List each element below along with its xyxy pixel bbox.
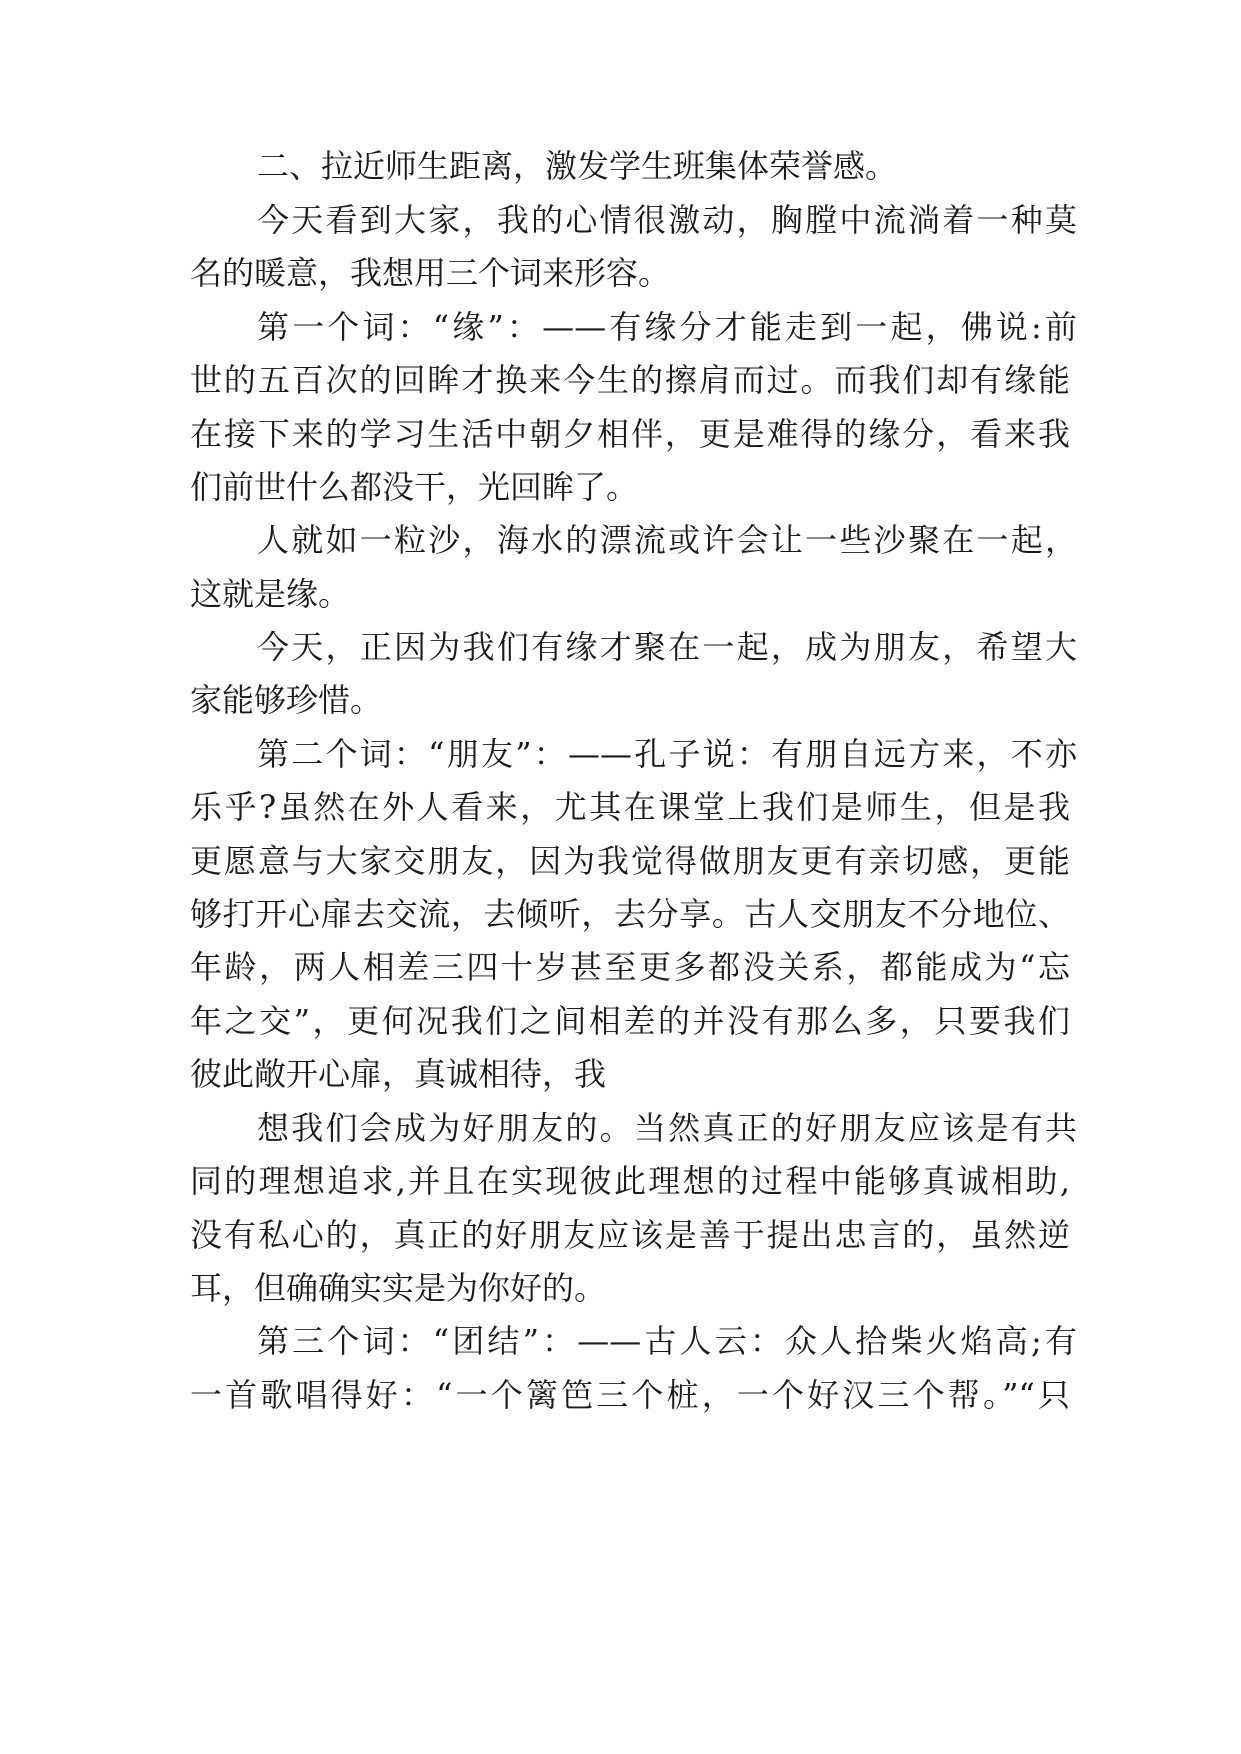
paragraph-line: 够打开心扉去交流，去倾听，去分享。古人交朋友不分地位、 bbox=[190, 895, 1070, 933]
paragraph-line: 第三个词：“团结”：——古人云：众人拾柴火焰高;有 bbox=[257, 1322, 1077, 1360]
paragraph-line: 乐乎?虽然在外人看来，尤其在课堂上我们是师生，但是我 bbox=[190, 788, 1070, 826]
paragraph-line: 今天看到大家，我的心情很激动，胸膛中流淌着一种莫 bbox=[257, 201, 1077, 239]
paragraph-line: 今天，正因为我们有缘才聚在一起，成为朋友，希望大 bbox=[257, 628, 1077, 666]
paragraph-line: 家能够珍惜。 bbox=[190, 681, 383, 719]
paragraph-line: 第二个词：“朋友”：——孔子说：有朋自远方来，不亦 bbox=[257, 735, 1077, 773]
section-heading: 二、拉近师生距离，激发学生班集体荣誉感。 bbox=[257, 147, 898, 185]
paragraph-line: 耳，但确确实实是为你好的。 bbox=[190, 1269, 607, 1307]
paragraph-line: 这就是缘。 bbox=[190, 575, 351, 613]
paragraph-line: 年之交”，更何况我们之间相差的并没有那么多，只要我们 bbox=[190, 1002, 1070, 1040]
paragraph-line: 想我们会成为好朋友的。当然真正的好朋友应该是有共 bbox=[257, 1109, 1077, 1147]
paragraph-line: 在接下来的学习生活中朝夕相伴，更是难得的缘分，看来我 bbox=[190, 415, 1070, 453]
paragraph-line: 名的暖意，我想用三个词来形容。 bbox=[190, 254, 671, 292]
paragraph-line: 一首歌唱得好：“一个篱笆三个桩，一个好汉三个帮。”“只 bbox=[190, 1376, 1070, 1414]
paragraph-line: 年龄，两人相差三四十岁甚至更多都没关系，都能成为“忘 bbox=[190, 948, 1070, 986]
paragraph-line: 们前世什么都没干，光回眸了。 bbox=[190, 468, 639, 506]
paragraph-line: 世的五百次的回眸才换来今生的擦肩而过。而我们却有缘能 bbox=[190, 361, 1070, 399]
paragraph-line: 同的理想追求,并且在实现彼此理想的过程中能够真诚相助, bbox=[190, 1162, 1070, 1200]
paragraph-line: 没有私心的，真正的好朋友应该是善于提出忠言的，虽然逆 bbox=[190, 1216, 1070, 1254]
paragraph-line: 第一个词：“缘”：——有缘分才能走到一起，佛说:前 bbox=[257, 308, 1077, 346]
paragraph-line: 人就如一粒沙，海水的漂流或许会让一些沙聚在一起， bbox=[257, 521, 1077, 559]
paragraph-line: 更愿意与大家交朋友，因为我觉得做朋友更有亲切感，更能 bbox=[190, 842, 1070, 880]
paragraph-line: 彼此敞开心扉，真诚相待，我 bbox=[190, 1055, 607, 1093]
